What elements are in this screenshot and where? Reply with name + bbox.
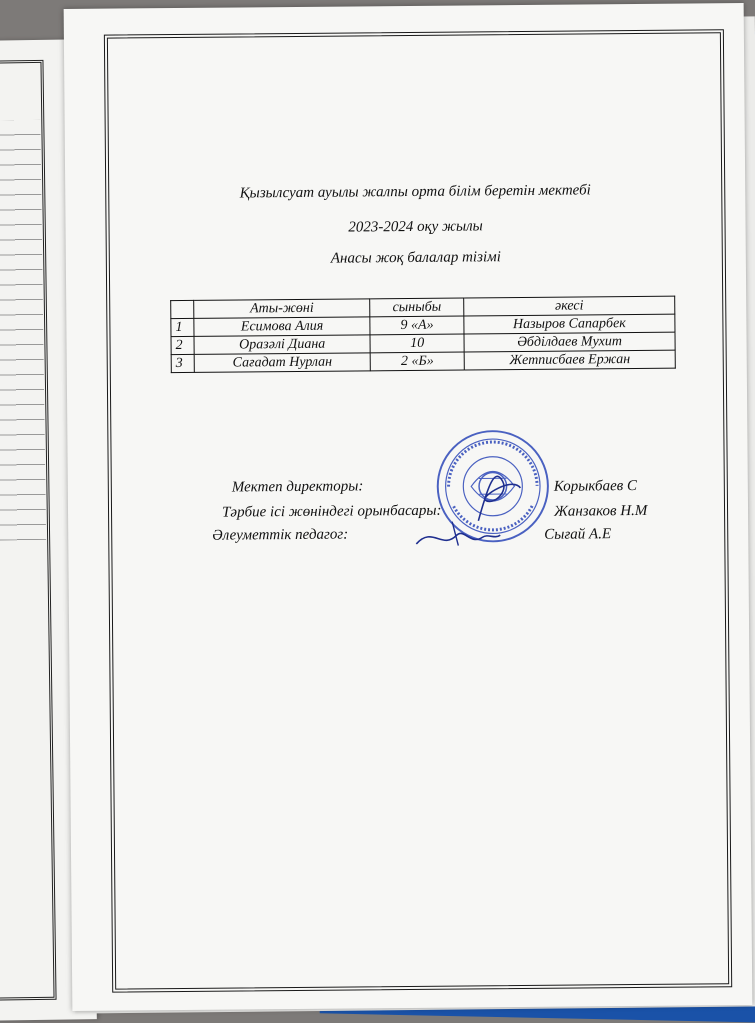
list-title: Анасы жоқ балалар тізімі (330, 249, 501, 267)
student-grade: 10 (370, 334, 464, 353)
signature-mark (412, 515, 502, 556)
row-number: 3 (171, 354, 194, 372)
father-name: Назыров Сапарбек (464, 314, 675, 334)
signature-name: Корыкбаев С (553, 478, 638, 495)
signature-role: Мектеп директоры: (231, 478, 364, 496)
father-name: Жетписбаев Ержан (464, 350, 675, 370)
table-row (171, 350, 675, 372)
signature-role: Әлеуметтік педагог: (212, 526, 349, 544)
student-name: Оразәлі Диана (194, 335, 370, 355)
row-number: 2 (171, 336, 194, 354)
student-grade: 2 «Б» (370, 352, 464, 371)
left-sheet-table-lines (0, 120, 46, 541)
signature-name: Сығай А.Е (544, 526, 612, 543)
students-table (170, 296, 676, 373)
header-name: Аты-жөні (194, 299, 370, 319)
document-content (108, 33, 728, 988)
school-title: Қызылсуат ауылы жалпы орта білім беретін мектебі (239, 182, 591, 202)
header-number (171, 300, 194, 318)
father-name: Әбділдаев Мухит (464, 332, 675, 352)
student-grade: 9 «А» (370, 316, 464, 335)
row-number: 1 (171, 318, 194, 336)
document-page (64, 3, 753, 1011)
academic-year: 2023-2024 оқу жылы (348, 218, 483, 236)
signature-role: Тәрбие ісі жөніндегі орынбасары: (221, 502, 442, 521)
student-name: Сағадат Нурлан (194, 353, 370, 373)
header-father: әкесі (464, 296, 675, 316)
header-grade: сыныбы (370, 298, 464, 317)
page-border-frame (104, 29, 732, 992)
student-name: Есимова Алия (194, 317, 370, 337)
signature-name: Жанзаков Н.М (553, 502, 648, 520)
